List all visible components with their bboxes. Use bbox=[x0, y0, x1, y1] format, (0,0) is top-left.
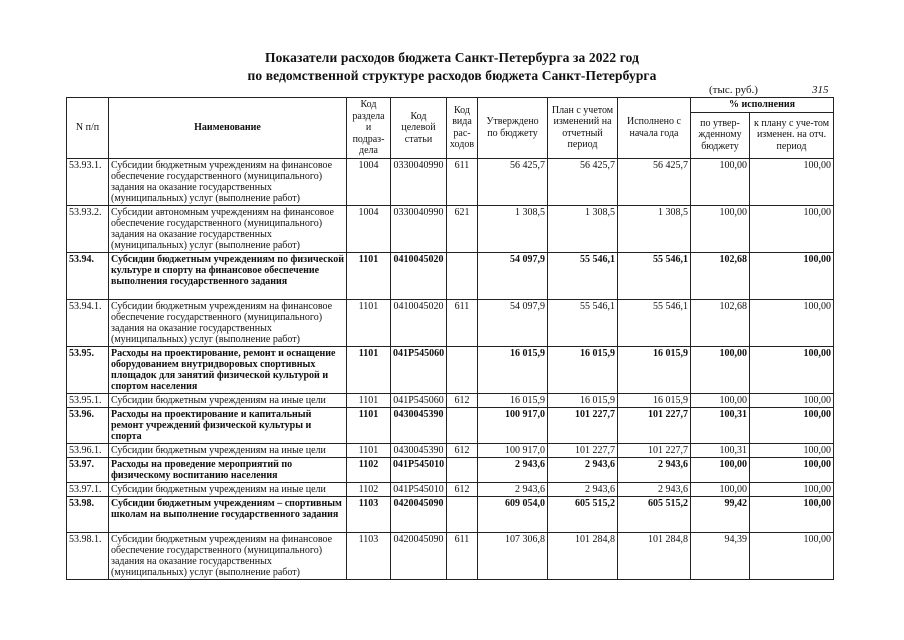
row-pct-plan: 100,00 bbox=[750, 252, 834, 299]
row-target-code: 0410045020 bbox=[391, 252, 447, 299]
row-target-code: 0330040990 bbox=[391, 158, 447, 205]
row-target-code: 0330040990 bbox=[391, 205, 447, 252]
row-num: 53.96. bbox=[67, 407, 109, 443]
row-name: Расходы на проектирование и капитальный ремонт учреждений физической культуры и спорта bbox=[109, 407, 347, 443]
row-approved: 16 015,9 bbox=[478, 346, 548, 393]
row-num: 53.94.1. bbox=[67, 299, 109, 346]
row-pct-plan: 100,00 bbox=[750, 457, 834, 482]
col-header-plan: План с учетом изменений на отчетный период bbox=[548, 98, 618, 159]
row-pct-plan: 100,00 bbox=[750, 393, 834, 407]
row-pct-plan: 100,00 bbox=[750, 205, 834, 252]
row-plan: 101 227,7 bbox=[548, 407, 618, 443]
row-section-code: 1101 bbox=[347, 393, 391, 407]
row-num: 53.96.1. bbox=[67, 443, 109, 457]
row-num: 53.95.1. bbox=[67, 393, 109, 407]
row-plan: 605 515,2 bbox=[548, 496, 618, 532]
row-plan: 16 015,9 bbox=[548, 346, 618, 393]
col-header-expense-type: Код вида рас-ходов bbox=[447, 98, 478, 159]
row-expense-type: 621 bbox=[447, 205, 478, 252]
col-header-num: N п/п bbox=[67, 98, 109, 159]
table-row bbox=[67, 482, 834, 496]
col-header-section-code: Код раздела и подраз-дела bbox=[347, 98, 391, 159]
row-executed: 101 227,7 bbox=[618, 407, 691, 443]
row-approved: 107 306,8 bbox=[478, 532, 548, 579]
row-name: Субсидии бюджетным учреждениям по физической культуре и спорту на финансовое обеспечение выполнения государственного задания bbox=[109, 252, 347, 299]
row-section-code: 1101 bbox=[347, 299, 391, 346]
report-title-line2: по ведомственной структуре расходов бюджета Санкт-Петербурга bbox=[247, 68, 657, 83]
row-pct-approved: 94,39 bbox=[691, 532, 750, 579]
table-row bbox=[67, 158, 834, 205]
row-num: 53.95. bbox=[67, 346, 109, 393]
row-section-code: 1101 bbox=[347, 407, 391, 443]
row-pct-plan: 100,00 bbox=[750, 532, 834, 579]
row-executed: 55 546,1 bbox=[618, 299, 691, 346]
row-approved: 54 097,9 bbox=[478, 252, 548, 299]
row-expense-type bbox=[447, 457, 478, 482]
row-target-code: 041P545010 bbox=[391, 482, 447, 496]
row-executed: 2 943,6 bbox=[618, 457, 691, 482]
row-expense-type bbox=[447, 496, 478, 532]
row-approved: 16 015,9 bbox=[478, 393, 548, 407]
table-row bbox=[67, 205, 834, 252]
row-target-code: 041P545060 bbox=[391, 393, 447, 407]
row-pct-approved: 100,00 bbox=[691, 457, 750, 482]
row-pct-plan: 100,00 bbox=[750, 299, 834, 346]
row-num: 53.97.1. bbox=[67, 482, 109, 496]
row-pct-plan: 100,00 bbox=[750, 482, 834, 496]
row-pct-approved: 100,00 bbox=[691, 393, 750, 407]
row-section-code: 1103 bbox=[347, 496, 391, 532]
row-name: Субсидии бюджетным учреждениям на финансовое обеспечение государственного (муниципального) задания на оказание государственных (муниципальных) услуг (выполнение работ) bbox=[109, 158, 347, 205]
row-plan: 101 227,7 bbox=[548, 443, 618, 457]
row-expense-type bbox=[447, 252, 478, 299]
row-target-code: 0420045090 bbox=[391, 532, 447, 579]
table-row bbox=[67, 407, 834, 443]
col-header-approved: Утверждено по бюджету bbox=[478, 98, 548, 159]
row-target-code: 041P545060 bbox=[391, 346, 447, 393]
row-executed: 101 284,8 bbox=[618, 532, 691, 579]
row-section-code: 1004 bbox=[347, 205, 391, 252]
row-expense-type: 611 bbox=[447, 532, 478, 579]
row-num: 53.98. bbox=[67, 496, 109, 532]
row-executed: 101 227,7 bbox=[618, 443, 691, 457]
table-row bbox=[67, 252, 834, 299]
row-name: Субсидии бюджетным учреждениям на иные цели bbox=[109, 482, 347, 496]
table-row bbox=[67, 299, 834, 346]
row-expense-type: 612 bbox=[447, 393, 478, 407]
row-pct-approved: 100,00 bbox=[691, 482, 750, 496]
table-row bbox=[67, 496, 834, 532]
row-name: Субсидии бюджетным учреждениям на финансовое обеспечение государственного (муниципального) задания на оказание государственных (муниципальных) услуг (выполнение работ) bbox=[109, 532, 347, 579]
row-name: Субсидии бюджетным учреждениям – спортивным школам на выполнение государственного задания bbox=[109, 496, 347, 532]
row-pct-approved: 102,68 bbox=[691, 252, 750, 299]
row-target-code: 0430045390 bbox=[391, 407, 447, 443]
page-number: 315 bbox=[812, 84, 829, 96]
row-section-code: 1004 bbox=[347, 158, 391, 205]
row-pct-approved: 99,42 bbox=[691, 496, 750, 532]
row-name: Субсидии бюджетным учреждениям на иные цели bbox=[109, 443, 347, 457]
row-plan: 2 943,6 bbox=[548, 482, 618, 496]
row-section-code: 1101 bbox=[347, 346, 391, 393]
row-approved: 609 054,0 bbox=[478, 496, 548, 532]
row-pct-approved: 100,00 bbox=[691, 205, 750, 252]
row-section-code: 1102 bbox=[347, 482, 391, 496]
row-pct-approved: 100,00 bbox=[691, 346, 750, 393]
row-approved: 56 425,7 bbox=[478, 158, 548, 205]
row-approved: 100 917,0 bbox=[478, 443, 548, 457]
row-executed: 1 308,5 bbox=[618, 205, 691, 252]
row-pct-plan: 100,00 bbox=[750, 346, 834, 393]
row-executed: 605 515,2 bbox=[618, 496, 691, 532]
col-header-target-code: Код целевой статьи bbox=[391, 98, 447, 159]
row-name: Субсидии автономным учреждениям на финансовое обеспечение государственного (муниципального) задания на оказание государственных (муниципальных) услуг (выполнение работ) bbox=[109, 205, 347, 252]
row-expense-type: 611 bbox=[447, 299, 478, 346]
col-header-pct-approved: по утвер-жденному бюджету bbox=[691, 112, 750, 158]
row-executed: 16 015,9 bbox=[618, 346, 691, 393]
col-header-name: Наименование bbox=[109, 98, 347, 159]
row-name: Субсидии бюджетным учреждениям на иные цели bbox=[109, 393, 347, 407]
row-plan: 55 546,1 bbox=[548, 252, 618, 299]
row-name: Субсидии бюджетным учреждениям на финансовое обеспечение государственного (муниципального) задания на оказание государственных (муниципальных) услуг (выполнение работ) bbox=[109, 299, 347, 346]
row-section-code: 1101 bbox=[347, 252, 391, 299]
row-pct-plan: 100,00 bbox=[750, 158, 834, 205]
row-name: Расходы на проведение мероприятий по физическому воспитанию населения bbox=[109, 457, 347, 482]
row-pct-approved: 100,31 bbox=[691, 443, 750, 457]
row-expense-type bbox=[447, 346, 478, 393]
row-num: 53.98.1. bbox=[67, 532, 109, 579]
row-approved: 1 308,5 bbox=[478, 205, 548, 252]
row-pct-approved: 100,31 bbox=[691, 407, 750, 443]
expenditure-table bbox=[66, 97, 834, 580]
row-executed: 2 943,6 bbox=[618, 482, 691, 496]
row-pct-plan: 100,00 bbox=[750, 496, 834, 532]
col-header-pct-plan: к плану с уче-том изменен. на отч. период bbox=[750, 112, 834, 158]
row-section-code: 1102 bbox=[347, 457, 391, 482]
row-approved: 100 917,0 bbox=[478, 407, 548, 443]
row-executed: 16 015,9 bbox=[618, 393, 691, 407]
row-executed: 55 546,1 bbox=[618, 252, 691, 299]
units-label: (тыс. руб.) bbox=[709, 84, 758, 96]
table-row bbox=[67, 443, 834, 457]
row-num: 53.93.1. bbox=[67, 158, 109, 205]
row-pct-approved: 102,68 bbox=[691, 299, 750, 346]
table-row bbox=[67, 457, 834, 482]
row-approved: 2 943,6 bbox=[478, 482, 548, 496]
col-header-executed: Исполнено с начала года bbox=[618, 98, 691, 159]
col-header-pct-group: % исполнения bbox=[691, 98, 834, 113]
row-approved: 54 097,9 bbox=[478, 299, 548, 346]
row-plan: 101 284,8 bbox=[548, 532, 618, 579]
row-expense-type: 611 bbox=[447, 158, 478, 205]
row-expense-type: 612 bbox=[447, 443, 478, 457]
report-title-line1: Показатели расходов бюджета Санкт-Петербурга за 2022 год bbox=[264, 50, 640, 65]
table-body bbox=[67, 158, 834, 579]
row-num: 53.94. bbox=[67, 252, 109, 299]
row-executed: 56 425,7 bbox=[618, 158, 691, 205]
row-expense-type bbox=[447, 407, 478, 443]
row-pct-plan: 100,00 bbox=[750, 407, 834, 443]
row-target-code: 041P545010 bbox=[391, 457, 447, 482]
row-section-code: 1103 bbox=[347, 532, 391, 579]
table-row bbox=[67, 393, 834, 407]
row-name: Расходы на проектирование, ремонт и оснащение оборудованием внутридворовых спортивных площадок для занятий физической культурой и спортом населения bbox=[109, 346, 347, 393]
row-num: 53.97. bbox=[67, 457, 109, 482]
row-expense-type: 612 bbox=[447, 482, 478, 496]
row-num: 53.93.2. bbox=[67, 205, 109, 252]
table-row bbox=[67, 532, 834, 579]
row-plan: 1 308,5 bbox=[548, 205, 618, 252]
row-target-code: 0430045390 bbox=[391, 443, 447, 457]
row-target-code: 0420045090 bbox=[391, 496, 447, 532]
row-pct-plan: 100,00 bbox=[750, 443, 834, 457]
row-pct-approved: 100,00 bbox=[691, 158, 750, 205]
row-plan: 2 943,6 bbox=[548, 457, 618, 482]
row-plan: 56 425,7 bbox=[548, 158, 618, 205]
row-section-code: 1101 bbox=[347, 443, 391, 457]
row-target-code: 0410045020 bbox=[391, 299, 447, 346]
table-row bbox=[67, 346, 834, 393]
row-plan: 55 546,1 bbox=[548, 299, 618, 346]
row-plan: 16 015,9 bbox=[548, 393, 618, 407]
row-approved: 2 943,6 bbox=[478, 457, 548, 482]
